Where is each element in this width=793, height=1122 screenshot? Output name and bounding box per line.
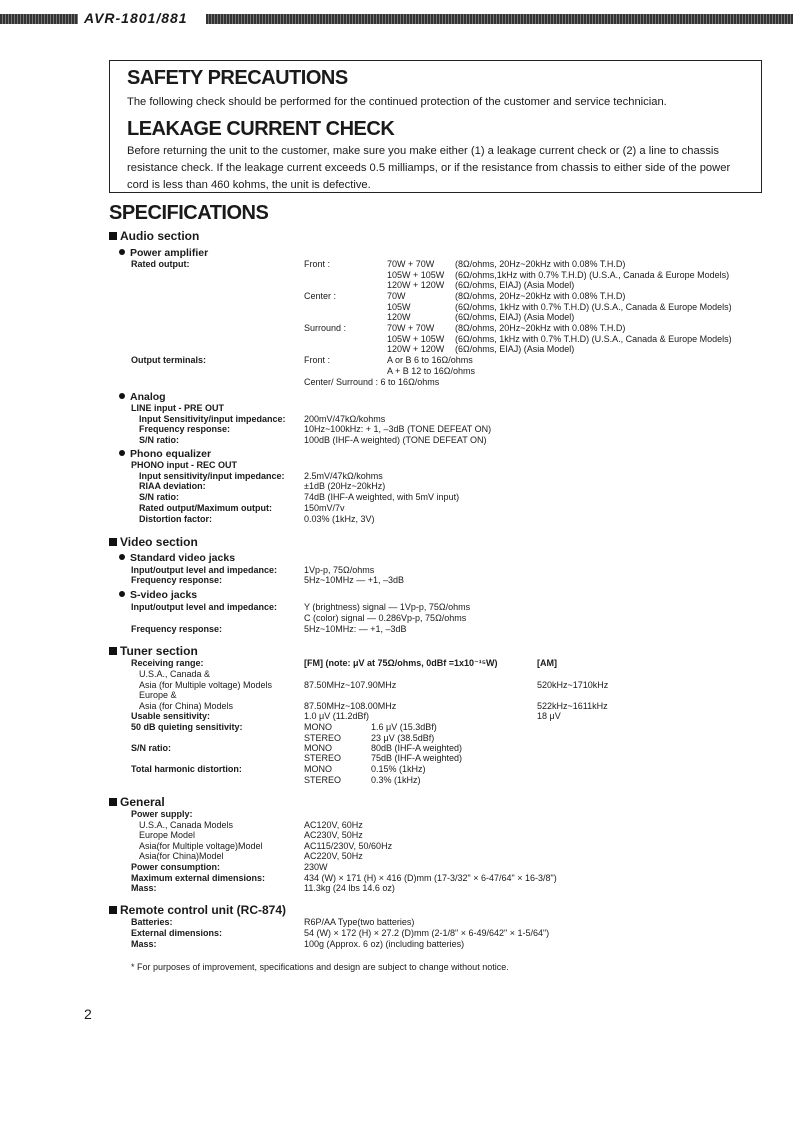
tuner-section-heading — [109, 644, 198, 658]
distortion-label: Distortion factor: — [139, 514, 212, 524]
ot-value-3: Center/ Surround : 6 to 16Ω/ohms — [304, 377, 440, 387]
rated-row-6-power: 70W + 70W — [387, 323, 435, 333]
riaa-label: RIAA deviation: — [139, 481, 206, 491]
rated-row-7-cond: (6Ω/ohms, 1kHz with 0.7% T.H.D) (U.S.A., Canada & Europe Models) — [455, 334, 732, 344]
rated-row-5-cond: (6Ω/ohms, EIAJ) (Asia Model) — [455, 312, 575, 322]
analog-heading — [119, 391, 166, 403]
usable-am: 18 μV — [537, 711, 561, 721]
center-label: Center : — [304, 291, 337, 301]
line-sn-label: S/N ratio: — [139, 435, 180, 445]
specifications-title: SPECIFICATIONS — [109, 202, 269, 224]
consumption-value: 230W — [304, 862, 328, 872]
line-sn-value: 100dB (IHF-A weighted) (TONE DEFEAT ON) — [304, 435, 487, 445]
region-2-am: 520kHz~1710kHz — [537, 680, 609, 690]
front-label: Front : — [304, 259, 331, 269]
rated-output-label: Rated output: — [131, 259, 190, 269]
safety-intro: The following check should be performed for the continued protection of the customer and service technician. — [127, 96, 667, 108]
ps-item-1-value: AC230V, 50Hz — [304, 830, 363, 840]
square-bullet-icon — [109, 647, 117, 655]
phono-input-title: PHONO input - REC OUT — [131, 460, 237, 470]
header-bar-left — [0, 14, 78, 24]
line-freq-value: 10Hz~100kHz: + 1, –3dB (TONE DEFEAT ON) — [304, 424, 492, 434]
sv-level-value-y: Y (brightness) signal — 1Vp-p, 75Ω/ohms — [304, 602, 471, 612]
mass-value: 11.3kg (24 lbs 14.6 oz) — [304, 883, 395, 893]
quieting-label: 50 dB quieting sensitivity: — [131, 722, 243, 732]
rated-row-2-power: 120W + 120W — [387, 280, 445, 290]
power-amp-heading — [119, 247, 208, 259]
header-bar-right — [206, 14, 793, 24]
sv-level-label: Input/output level and impedance: — [131, 602, 278, 612]
remote-section-heading — [109, 903, 286, 917]
thd-stereo-value: 0.3% (1kHz) — [371, 775, 421, 785]
tuner-section-title: Tuner section — [120, 644, 198, 658]
audio-section-heading — [109, 229, 199, 243]
fm-header-text: [FM] (note: μV at 75Ω/ohms, 0dBf =1x10⁻¹⁵W) — [304, 658, 498, 668]
power-amp-title: Power amplifier — [130, 247, 209, 259]
quiet-stereo-value: 23 μV (38.5dBf) — [371, 733, 435, 743]
std-level-value: 1Vp-p, 75Ω/ohms — [304, 565, 375, 575]
rated-row-0-cond: (8Ω/ohms, 20Hz~20kHz with 0.08% T.H.D) — [455, 259, 626, 269]
riaa-value: ±1dB (20Hz~20kHz) — [304, 481, 386, 491]
thd-mono-label: MONO — [304, 764, 332, 774]
phono-sens-label: Input sensitivity/input impedance: — [139, 471, 285, 481]
std-level-label: Input/output level and impedance: — [131, 565, 278, 575]
remote-mass-value: 100g (Approx. 6 oz) (including batteries) — [304, 939, 465, 949]
rated-row-0-power: 70W + 70W — [387, 259, 435, 269]
region-1: U.S.A., Canada & — [139, 669, 211, 679]
round-bullet-icon — [119, 249, 125, 255]
thd-label: Total harmonic distortion: — [131, 764, 242, 774]
ps-item-1-label: Europe Model — [139, 830, 196, 840]
sn-stereo-label: STEREO — [304, 753, 342, 763]
rated-row-1-cond: (6Ω/ohms,1kHz with 0.7% T.H.D) (U.S.A., Canada & Europe Models) — [455, 270, 730, 280]
receiving-label: Receiving range: — [131, 658, 204, 668]
usable-label: Usable sensitivity: — [131, 711, 211, 721]
video-section-heading — [109, 535, 198, 549]
remote-dims-label: External dimensions: — [131, 928, 223, 938]
thd-stereo-label: STEREO — [304, 775, 342, 785]
line-sens-value: 200mV/47kΩ/kohms — [304, 414, 386, 424]
remote-section-title: Remote control unit (RC-874) — [120, 903, 287, 917]
std-freq-value: 5Hz~10MHz — +1, –3dB — [304, 575, 405, 585]
region-3: Europe & — [139, 690, 177, 700]
quiet-mono-label: MONO — [304, 722, 332, 732]
consumption-label: Power consumption: — [131, 862, 221, 872]
distortion-value: 0.03% (1kHz, 3V) — [304, 514, 375, 524]
rated-row-2-cond: (6Ω/ohms, EIAJ) (Asia Model) — [455, 280, 575, 290]
ot-front-label: Front : — [304, 355, 331, 365]
region-4: Asia (for China) Models — [139, 701, 234, 711]
rated-row-4-power: 105W — [387, 302, 411, 312]
region-2-fm: 87.50MHz~107.90MHz — [304, 680, 397, 690]
usable-fm: 1.0 μV (11.2dBf) — [304, 711, 370, 721]
line-freq-label: Frequency response: — [139, 424, 231, 434]
leakage-text: Before returning the unit to the customer, make sure you make either (1) a leakage current check or (2) a line to chassis resistance check. If the leakage current exceeds 0.5 milliamps, or if the resistance from chassis to either side of the power cord is less than 460 kohms, the unit is defective. — [127, 145, 731, 191]
rated-row-4-cond: (6Ω/ohms, 1kHz with 0.7% T.H.D) (U.S.A., Canada & Europe Models) — [455, 302, 732, 312]
ps-item-0-label: U.S.A., Canada Models — [139, 820, 234, 830]
ps-item-0-value: AC120V, 60Hz — [304, 820, 363, 830]
rated-row-1-power: 105W + 105W — [387, 270, 445, 280]
sv-freq-value: 5Hz~10MHz: — +1, –3dB — [304, 624, 407, 634]
surround-label: Surround : — [304, 323, 347, 333]
quiet-mono-value: 1.6 μV (15.3dBf) — [371, 722, 437, 732]
phono-eq-heading — [119, 448, 211, 460]
sv-level-value-c: C (color) signal — 0.286Vp-p, 75Ω/ohms — [304, 613, 467, 623]
std-video-heading — [119, 552, 235, 564]
region-4-fm: 87.50MHz~108.00MHz — [304, 701, 397, 711]
mass-label: Mass: — [131, 883, 157, 893]
round-bullet-icon — [119, 554, 125, 560]
leakage-title: LEAKAGE CURRENT CHECK — [127, 118, 395, 140]
rated-max-output-value: 150mV/7v — [304, 503, 345, 513]
safety-title: SAFETY PRECAUTIONS — [127, 67, 348, 89]
sn-stereo-value: 75dB (IHF-A weighted) — [371, 753, 463, 763]
rated-row-3-power: 70W — [387, 291, 406, 301]
ps-item-2-value: AC115/230V, 50/60Hz — [304, 841, 393, 851]
rated-row-8-cond: (6Ω/ohms, EIAJ) (Asia Model) — [455, 344, 575, 354]
batteries-label: Batteries: — [131, 917, 173, 927]
rated-row-8-power: 120W + 120W — [387, 344, 445, 354]
ot-value-1: A or B 6 to 16Ω/ohms — [387, 355, 473, 365]
page-number: 2 — [84, 1006, 92, 1022]
footnote: * For purposes of improvement, specifications and design are subject to change without notice. — [131, 962, 509, 972]
svideo-title: S-video jacks — [130, 589, 198, 601]
power-supply-label: Power supply: — [131, 809, 193, 819]
sn-mono-value: 80dB (IHF-A weighted) — [371, 743, 463, 753]
rated-max-output-label: Rated output/Maximum output: — [139, 503, 272, 513]
fm-header — [304, 658, 497, 669]
round-bullet-icon — [119, 393, 125, 399]
video-section-title: Video section — [120, 535, 198, 549]
square-bullet-icon — [109, 538, 117, 546]
output-terminals-label: Output terminals: — [131, 355, 207, 365]
audio-section-title: Audio section — [120, 229, 200, 243]
region-4-am: 522kHz~1611kHz — [537, 701, 608, 711]
line-input-title: LINE input - PRE OUT — [131, 403, 224, 413]
remote-mass-label: Mass: — [131, 939, 157, 949]
thd-mono-value: 0.15% (1kHz) — [371, 764, 426, 774]
phono-eq-title: Phono equalizer — [130, 448, 212, 460]
std-freq-label: Frequency response: — [131, 575, 223, 585]
analog-title: Analog — [130, 391, 166, 403]
rated-row-5-power: 120W — [387, 312, 411, 322]
tuner-sn-label: S/N ratio: — [131, 743, 172, 753]
rated-row-6-cond: (8Ω/ohms, 20Hz~20kHz with 0.08% T.H.D) — [455, 323, 626, 333]
ps-item-3-value: AC220V, 50Hz — [304, 851, 363, 861]
square-bullet-icon — [109, 906, 117, 914]
dimensions-label: Maximum external dimensions: — [131, 873, 266, 883]
line-sens-label: Input Sensitivity/input impedance: — [139, 414, 286, 424]
square-bullet-icon — [109, 232, 117, 240]
general-section-title: General — [120, 795, 165, 809]
header-model-title: AVR-1801/881 — [84, 10, 188, 26]
dimensions-value: 434 (W) × 171 (H) × 416 (D)mm (17-3/32" × 6-47/64" × 16-3/8") — [304, 873, 557, 883]
svideo-heading — [119, 589, 197, 601]
region-2: Asia (for Multiple voltage) Models — [139, 680, 273, 690]
rated-row-7-power: 105W + 105W — [387, 334, 445, 344]
ps-item-3-label: Asia(for China)Model — [139, 851, 224, 861]
am-header: [AM] — [537, 658, 557, 668]
quiet-stereo-label: STEREO — [304, 733, 342, 743]
remote-dims-value: 54 (W) × 172 (H) × 27.2 (D)mm (2-1/8" × 6-49/642" × 1-5/64") — [304, 928, 550, 938]
std-video-title: Standard video jacks — [130, 552, 236, 564]
round-bullet-icon — [119, 591, 125, 597]
phono-sens-value: 2.5mV/47kΩ/kohms — [304, 471, 383, 481]
rated-row-3-cond: (8Ω/ohms, 20Hz~20kHz with 0.08% T.H.D) — [455, 291, 626, 301]
round-bullet-icon — [119, 450, 125, 456]
general-section-heading — [109, 795, 165, 809]
ps-item-2-label: Asia(for Multiple voltage)Model — [139, 841, 263, 851]
sv-freq-label: Frequency response: — [131, 624, 223, 634]
phono-sn-value: 74dB (IHF-A weighted, with 5mV input) — [304, 492, 460, 502]
phono-sn-label: S/N ratio: — [139, 492, 180, 502]
batteries-value: R6P/AA Type(two batteries) — [304, 917, 415, 927]
square-bullet-icon — [109, 798, 117, 806]
sn-mono-label: MONO — [304, 743, 332, 753]
ot-value-2: A + B 12 to 16Ω/ohms — [387, 366, 476, 376]
